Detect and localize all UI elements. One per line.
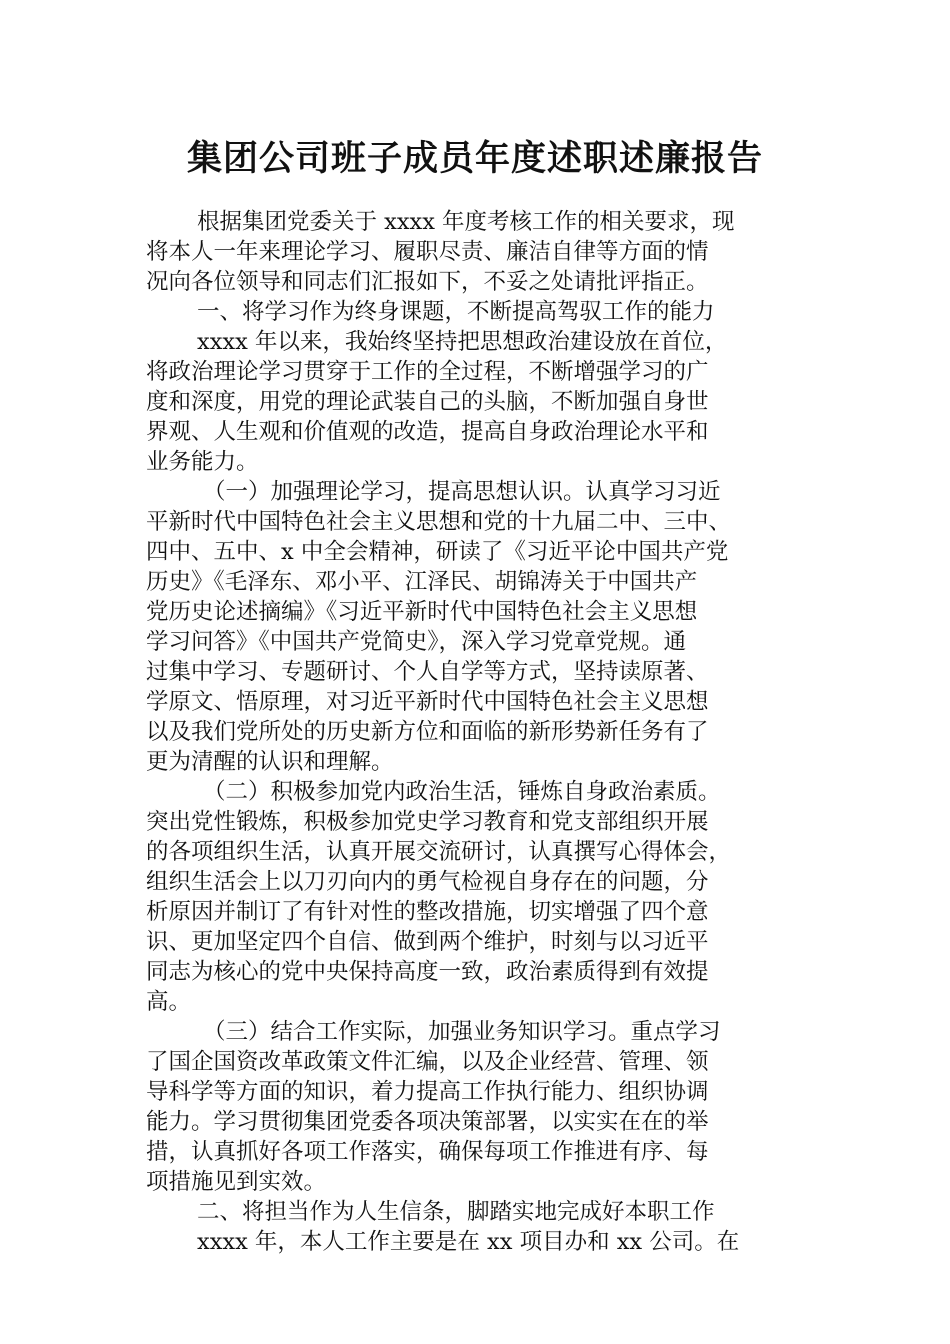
text-line: 项措施见到实效。 <box>146 1169 327 1195</box>
text-line: 措，认真抓好各项工作落实，确保每项工作推进有序、每 <box>146 1139 709 1165</box>
text-line: xxxx 年，本人工作主要是在 xx 项目办和 xx 公司。在 <box>197 1229 740 1255</box>
text-line: 业务能力。 <box>146 449 259 475</box>
text-line: 学原文、悟原理，对习近平新时代中国特色社会主义思想 <box>146 689 709 715</box>
text-line: 党历史论述摘编》《习近平新时代中国特色社会主义思想 <box>146 599 698 625</box>
text-line: 平新时代中国特色社会主义思想和党的十九届二中、三中、 <box>146 509 732 535</box>
text-line: 以及我们党所处的历史新方位和面临的新形势新任务有了 <box>146 719 709 745</box>
text-line: 能力。学习贯彻集团党委各项决策部署，以实实在在的举 <box>146 1109 709 1135</box>
text-line: 的各项组织生活，认真开展交流研讨，认真撰写心得体会， <box>146 839 732 865</box>
text-line: 一、将学习作为终身课题，不断提高驾驭工作的能力 <box>197 299 715 325</box>
text-line: 四中、五中、x 中全会精神，研读了《习近平论中国共产党 <box>146 539 729 565</box>
text-line: 同志为核心的党中央保持高度一致，政治素质得到有效提 <box>146 959 709 985</box>
text-line: 突出党性锻炼，积极参加党史学习教育和党支部组织开展 <box>146 809 709 835</box>
text-line: （三）结合工作实际，加强业务知识学习。重点学习 <box>203 1019 721 1045</box>
text-line: 将政治理论学习贯穿于工作的全过程，不断增强学习的广 <box>146 359 709 385</box>
text-line: 析原因并制订了有针对性的整改措施，切实增强了四个意 <box>146 899 709 925</box>
text-line: （一）加强理论学习，提高思想认识。认真学习习近 <box>203 479 721 505</box>
text-line: 将本人一年来理论学习、履职尽责、廉洁自律等方面的情 <box>146 239 709 265</box>
document-body <box>146 207 806 1257</box>
text-line: 了国企国资改革政策文件汇编，以及企业经营、管理、领 <box>146 1049 709 1075</box>
text-line: 识、更加坚定四个自信、做到两个维护，时刻与以习近平 <box>146 929 709 955</box>
text-line: 过集中学习、专题研讨、个人自学等方式，坚持读原著、 <box>146 659 709 685</box>
text-line: 高。 <box>146 989 192 1015</box>
document-title: 集团公司班子成员年度述职述廉报告 <box>186 138 763 179</box>
text-line: xxxx 年以来，我始终坚持把思想政治建设放在首位， <box>197 329 728 355</box>
text-line: 组织生活会上以刀刃向内的勇气检视自身存在的问题，分 <box>146 869 709 895</box>
text-line: 学习问答》《中国共产党简史》，深入学习党章党规。通 <box>146 629 687 655</box>
text-line: 根据集团党委关于 xxxx 年度考核工作的相关要求，现 <box>197 209 735 235</box>
text-line: 二、将担当作为人生信条，脚踏实地完成好本职工作 <box>197 1199 715 1225</box>
text-line: 历史》《毛泽东、邓小平、江泽民、胡锦涛关于中国共产 <box>146 569 698 595</box>
text-line: 导科学等方面的知识，着力提高工作执行能力、组织协调 <box>146 1079 709 1105</box>
text-line: 况向各位领导和同志们汇报如下，不妥之处请批评指正。 <box>146 269 709 295</box>
text-line: （二）积极参加党内政治生活，锤炼自身政治素质。 <box>203 779 721 805</box>
text-line: 度和深度，用党的理论武装自己的头脑，不断加强自身世 <box>146 389 709 415</box>
text-line: 更为清醒的认识和理解。 <box>146 749 394 775</box>
text-line: 界观、人生观和价值观的改造，提高自身政治理论水平和 <box>146 419 709 445</box>
